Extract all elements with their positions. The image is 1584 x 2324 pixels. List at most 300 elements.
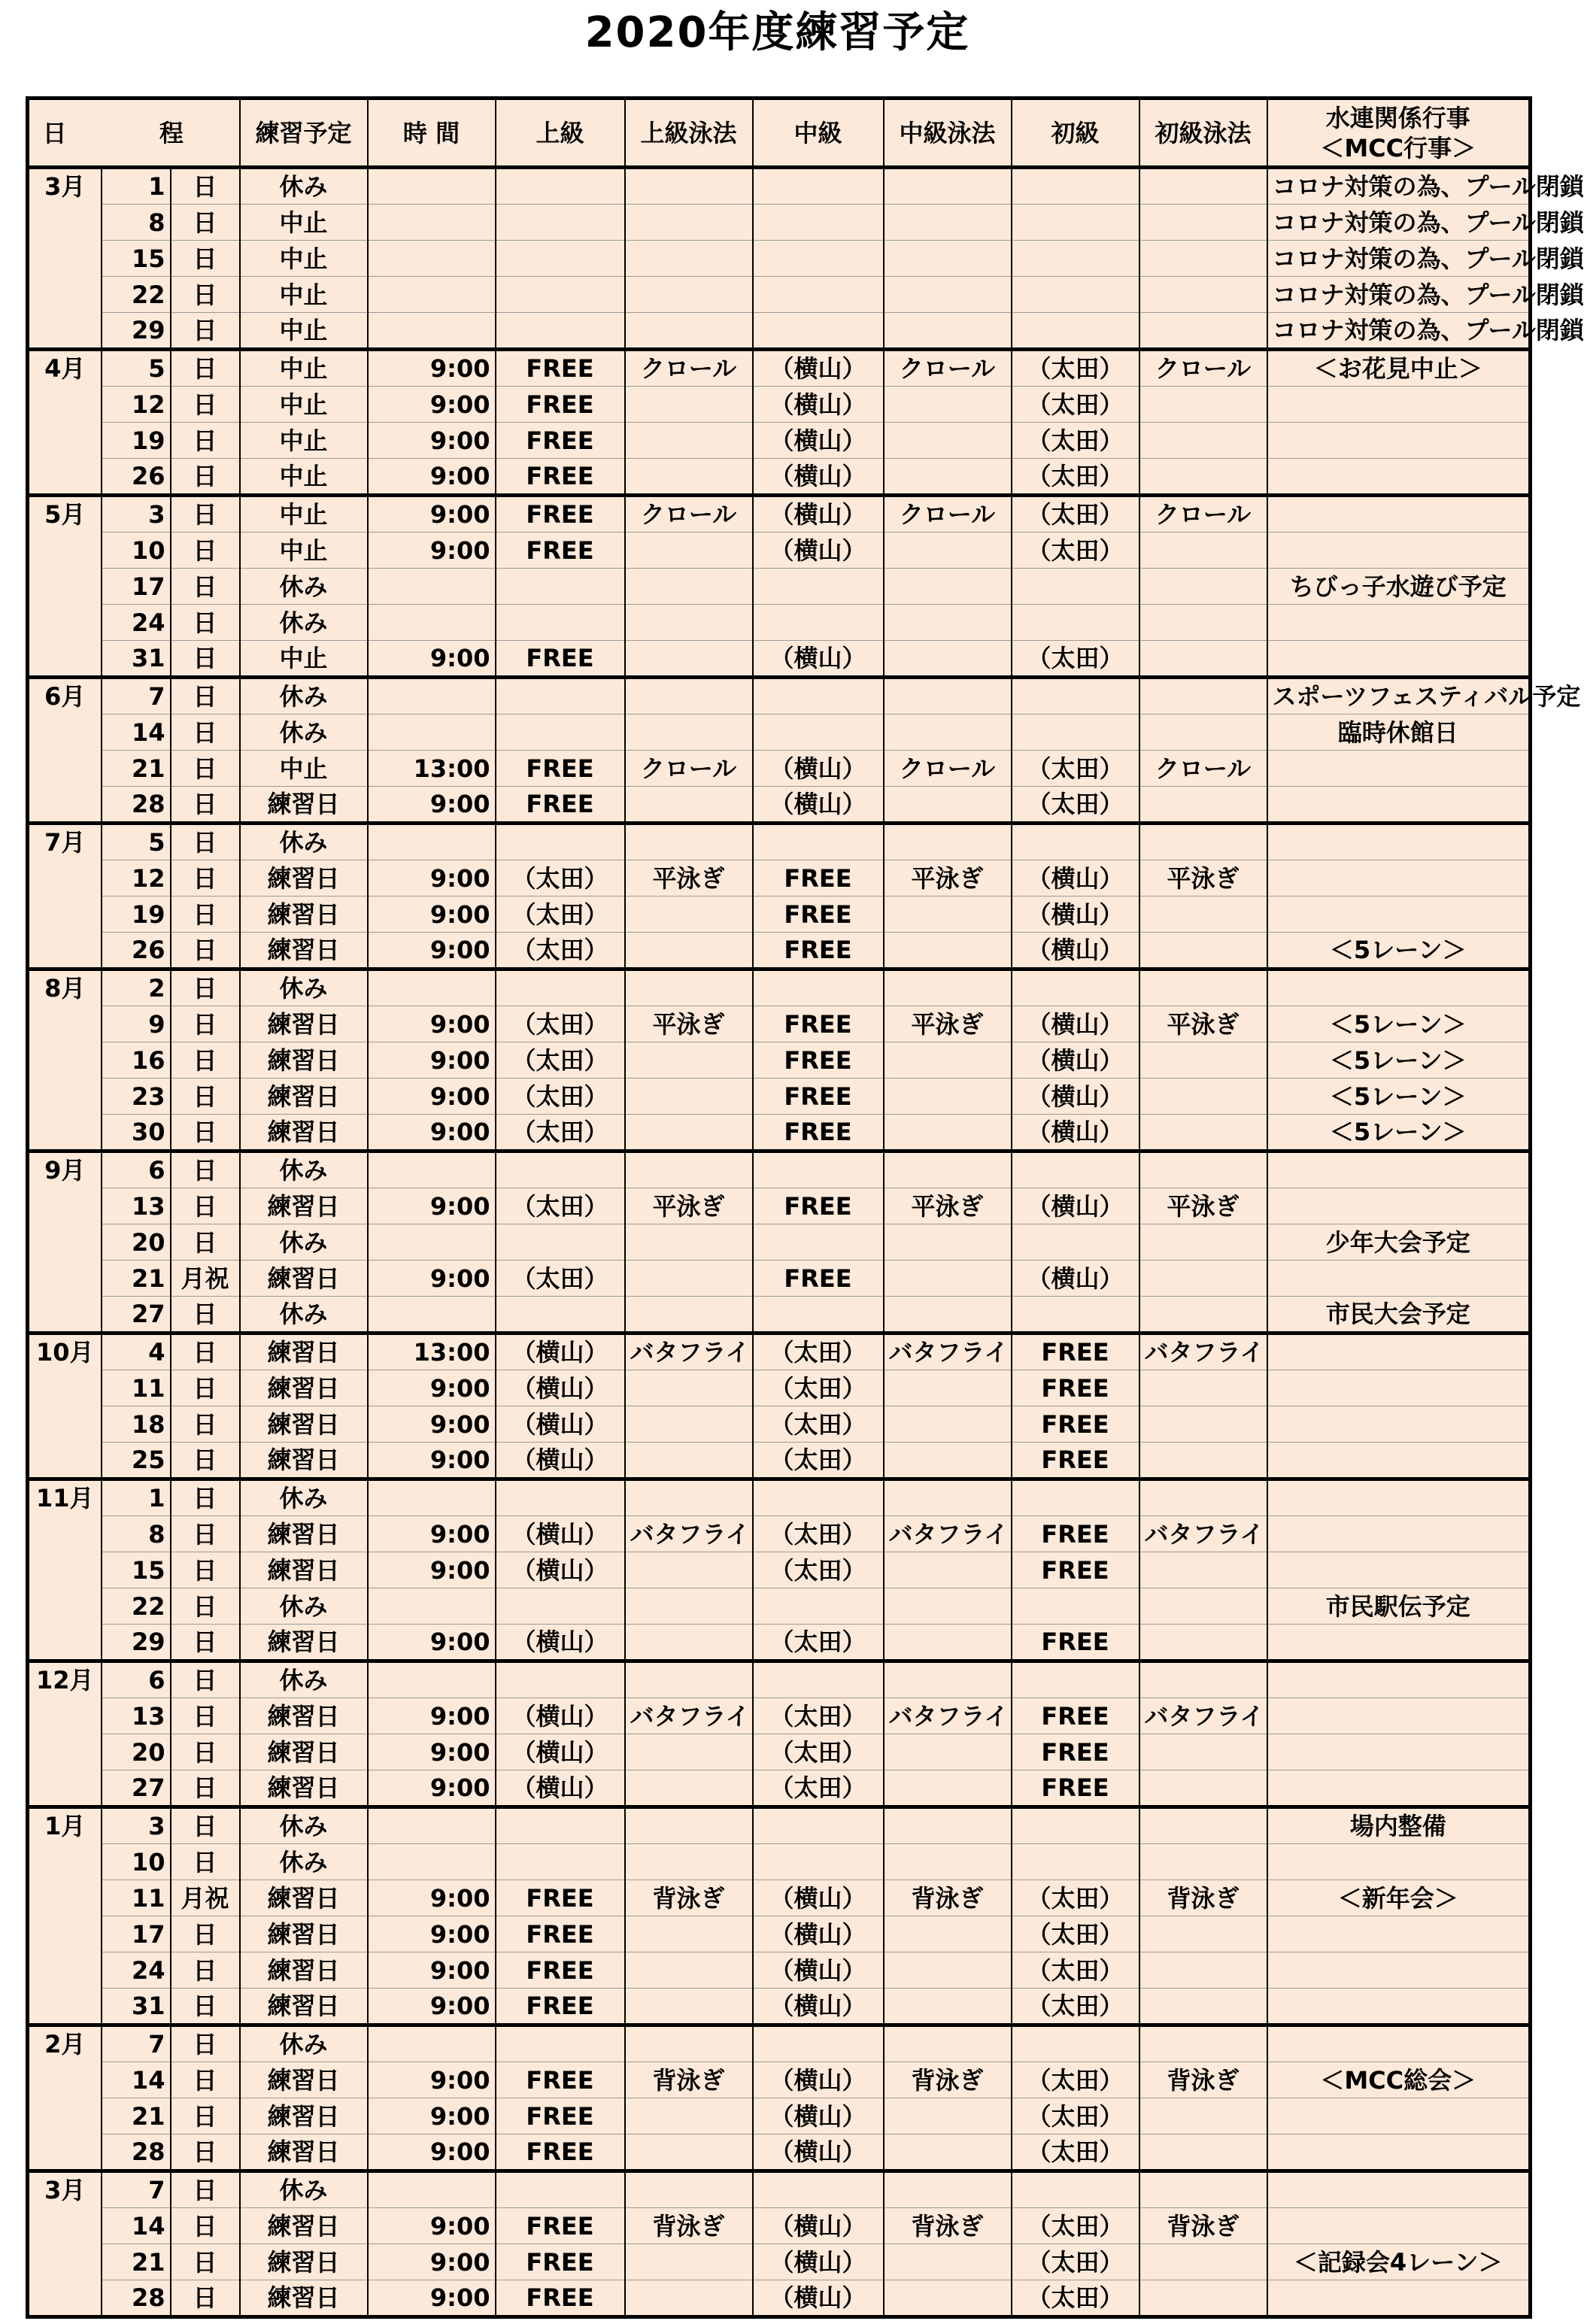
cell-beginner-stroke [1139,2244,1267,2280]
cell-beginner-stroke [1139,241,1267,277]
cell-time: 13:00 [368,1333,496,1370]
cell-beginner-stroke [1139,1224,1267,1261]
cell-weekday: 日 [171,1370,240,1406]
cell-day: 12 [102,860,171,897]
cell-plan: 中止 [240,496,368,532]
cell-advanced-stroke [625,2025,753,2062]
cell-beginner: （太田） [1012,459,1139,496]
cell-advanced-stroke: バタフライ [625,1333,753,1370]
cell-advanced: FREE [496,459,625,496]
cell-advanced: FREE [496,350,625,387]
cell-intermediate: FREE [753,1042,884,1079]
cell-event: スポーツフェスティバル予定 [1267,678,1531,714]
cell-weekday: 日 [171,2171,240,2208]
cell-intermediate-stroke [884,1734,1012,1770]
cell-advanced-stroke [625,678,753,714]
table-row [28,1151,1531,1188]
cell-weekday: 日 [171,532,240,569]
header-advanced-stroke: 上級泳法 [625,99,753,168]
table-row [28,1844,1531,1880]
cell-weekday: 日 [171,387,240,423]
cell-weekday: 日 [171,1443,240,1479]
cell-event [1267,1406,1531,1443]
cell-advanced-stroke [625,1734,753,1770]
cell-weekday: 日 [171,714,240,751]
cell-time: 9:00 [368,1552,496,1588]
cell-intermediate: （横山） [753,387,884,423]
cell-time [368,1844,496,1880]
cell-intermediate [753,2171,884,2208]
cell-intermediate [753,714,884,751]
cell-intermediate-stroke [884,678,1012,714]
table-row [28,969,1531,1006]
cell-beginner-stroke: 背泳ぎ [1139,1880,1267,1916]
cell-advanced-stroke [625,1370,753,1406]
cell-plan: 休み [240,168,368,205]
table-row [28,2062,1531,2098]
cell-time: 9:00 [368,1261,496,1297]
cell-weekday: 日 [171,1734,240,1770]
cell-advanced [496,1661,625,1698]
table-row [28,423,1531,459]
cell-beginner-stroke [1139,277,1267,313]
cell-beginner-stroke [1139,1297,1267,1333]
cell-intermediate-stroke: バタフライ [884,1698,1012,1734]
cell-intermediate [753,313,884,350]
cell-plan: 休み [240,1224,368,1261]
cell-advanced: （横山） [496,1516,625,1552]
cell-beginner: （太田） [1012,1989,1139,2025]
cell-plan: 練習日 [240,1880,368,1916]
table-row [28,2171,1531,2208]
cell-beginner-stroke [1139,605,1267,641]
cell-plan: 練習日 [240,1516,368,1552]
table-row [28,933,1531,969]
cell-intermediate: （太田） [753,1625,884,1661]
cell-weekday: 日 [171,1188,240,1224]
cell-advanced: （横山） [496,1698,625,1734]
cell-advanced [496,1151,625,1188]
cell-weekday: 日 [171,1151,240,1188]
cell-advanced-stroke: バタフライ [625,1698,753,1734]
cell-event [1267,1661,1531,1698]
cell-beginner [1012,824,1139,860]
cell-plan: 中止 [240,313,368,350]
cell-advanced-stroke [625,1952,753,1989]
cell-intermediate-stroke [884,1224,1012,1261]
cell-intermediate-stroke [884,1042,1012,1079]
cell-beginner [1012,569,1139,605]
cell-time: 9:00 [368,1770,496,1807]
table-row [28,2280,1531,2317]
cell-weekday: 日 [171,1770,240,1807]
table-row [28,1079,1531,1115]
cell-day: 11 [102,1370,171,1406]
cell-advanced: FREE [496,1880,625,1916]
cell-plan: 休み [240,1807,368,1844]
cell-beginner: FREE [1012,1734,1139,1770]
cell-intermediate-stroke [884,1479,1012,1516]
cell-beginner [1012,2025,1139,2062]
cell-weekday: 日 [171,641,240,678]
cell-weekday: 月祝 [171,1880,240,1916]
cell-beginner: （太田） [1012,1916,1139,1952]
cell-plan: 練習日 [240,1770,368,1807]
cell-day: 31 [102,641,171,678]
cell-day: 13 [102,1188,171,1224]
cell-intermediate: （太田） [753,1734,884,1770]
table-row [28,897,1531,933]
cell-advanced: FREE [496,2062,625,2098]
table-row [28,1224,1531,1261]
table-row [28,2134,1531,2171]
cell-plan: 練習日 [240,2134,368,2171]
cell-plan: 練習日 [240,1734,368,1770]
cell-intermediate-stroke [884,2098,1012,2134]
cell-intermediate [753,1151,884,1188]
cell-time: 9:00 [368,2244,496,2280]
cell-beginner: （太田） [1012,751,1139,787]
cell-intermediate-stroke: クロール [884,350,1012,387]
cell-beginner-stroke [1139,1552,1267,1588]
cell-weekday: 日 [171,1115,240,1151]
cell-day: 25 [102,1443,171,1479]
cell-beginner-stroke [1139,787,1267,824]
cell-beginner-stroke [1139,1370,1267,1406]
cell-beginner-stroke: 平泳ぎ [1139,1188,1267,1224]
cell-intermediate-stroke [884,933,1012,969]
cell-event: ＜5レーン＞ [1267,1115,1531,1151]
cell-advanced-stroke: バタフライ [625,1516,753,1552]
cell-day: 8 [102,205,171,241]
table-row [28,168,1531,205]
cell-day: 22 [102,1588,171,1625]
cell-event [1267,1516,1531,1552]
cell-beginner-stroke [1139,1807,1267,1844]
cell-advanced-stroke [625,2171,753,2208]
cell-intermediate: （横山） [753,2280,884,2317]
month-cell: 5月 [28,496,102,678]
cell-intermediate-stroke [884,1625,1012,1661]
table-row [28,678,1531,714]
cell-beginner-stroke [1139,1661,1267,1698]
cell-event [1267,496,1531,532]
cell-advanced: （横山） [496,1370,625,1406]
cell-time [368,1479,496,1516]
cell-intermediate-stroke [884,241,1012,277]
cell-beginner: （横山） [1012,933,1139,969]
cell-advanced: （太田） [496,1079,625,1115]
month-cell: 12月 [28,1661,102,1807]
cell-advanced-stroke [625,1661,753,1698]
cell-event [1267,1552,1531,1588]
cell-advanced-stroke [625,1261,753,1297]
cell-plan: 休み [240,1588,368,1625]
table-row [28,1698,1531,1734]
cell-event [1267,787,1531,824]
cell-weekday: 日 [171,1479,240,1516]
cell-advanced: （太田） [496,1188,625,1224]
cell-event [1267,897,1531,933]
month-cell: 8月 [28,969,102,1151]
cell-weekday: 日 [171,897,240,933]
cell-weekday: 日 [171,1844,240,1880]
cell-beginner-stroke [1139,1588,1267,1625]
cell-intermediate [753,1844,884,1880]
cell-event [1267,2280,1531,2317]
cell-weekday: 日 [171,1916,240,1952]
cell-time: 9:00 [368,860,496,897]
table-row [28,1807,1531,1844]
cell-beginner [1012,1151,1139,1188]
cell-intermediate-stroke [884,168,1012,205]
cell-event [1267,1698,1531,1734]
cell-intermediate [753,168,884,205]
cell-advanced-stroke [625,824,753,860]
cell-beginner: （太田） [1012,787,1139,824]
cell-day: 20 [102,1734,171,1770]
cell-weekday: 日 [171,168,240,205]
cell-beginner: （太田） [1012,2062,1139,2098]
cell-advanced: （横山） [496,1552,625,1588]
cell-day: 22 [102,277,171,313]
cell-advanced-stroke: クロール [625,496,753,532]
cell-advanced: FREE [496,751,625,787]
cell-event: ＜MCC総会＞ [1267,2062,1531,2098]
cell-beginner [1012,1588,1139,1625]
month-cell: 7月 [28,824,102,969]
cell-plan: 休み [240,2025,368,2062]
cell-event: 市民大会予定 [1267,1297,1531,1333]
cell-day: 13 [102,1698,171,1734]
cell-plan: 練習日 [240,1261,368,1297]
month-cell: 6月 [28,678,102,824]
cell-advanced [496,205,625,241]
page-title: 2020年度練習予定 [584,8,970,57]
cell-plan: 中止 [240,350,368,387]
cell-event [1267,1261,1531,1297]
cell-intermediate-stroke [884,569,1012,605]
cell-advanced-stroke [625,2244,753,2280]
cell-advanced [496,1479,625,1516]
cell-beginner: FREE [1012,1698,1139,1734]
cell-beginner-stroke [1139,1989,1267,2025]
cell-intermediate-stroke [884,1661,1012,1698]
cell-plan: 練習日 [240,897,368,933]
cell-beginner-stroke [1139,1479,1267,1516]
cell-event [1267,1151,1531,1188]
cell-beginner: （太田） [1012,496,1139,532]
cell-weekday: 日 [171,2280,240,2317]
cell-advanced [496,605,625,641]
cell-time [368,241,496,277]
table-row [28,2208,1531,2244]
header-plan: 練習予定 [240,99,368,168]
cell-plan: 中止 [240,459,368,496]
table-row [28,350,1531,387]
cell-intermediate-stroke [884,1151,1012,1188]
cell-plan: 中止 [240,641,368,678]
cell-plan: 休み [240,678,368,714]
cell-plan: 練習日 [240,1333,368,1370]
cell-intermediate-stroke [884,1079,1012,1115]
cell-intermediate: FREE [753,1115,884,1151]
cell-plan: 練習日 [240,1952,368,1989]
table-row [28,1625,1531,1661]
cell-weekday: 日 [171,933,240,969]
cell-intermediate: （太田） [753,1443,884,1479]
cell-beginner-stroke [1139,2134,1267,2171]
cell-intermediate: FREE [753,933,884,969]
cell-advanced-stroke: 平泳ぎ [625,1188,753,1224]
cell-time: 9:00 [368,2134,496,2171]
cell-event [1267,2134,1531,2171]
cell-plan: 練習日 [240,860,368,897]
header-events [1267,99,1531,168]
cell-beginner: （太田） [1012,350,1139,387]
cell-advanced-stroke [625,459,753,496]
cell-intermediate: （太田） [753,1770,884,1807]
cell-time [368,1151,496,1188]
cell-time: 9:00 [368,1734,496,1770]
cell-intermediate-stroke [884,1844,1012,1880]
cell-advanced-stroke [625,1042,753,1079]
cell-intermediate [753,605,884,641]
cell-advanced: FREE [496,1952,625,1989]
cell-intermediate [753,1224,884,1261]
cell-beginner [1012,714,1139,751]
cell-time: 9:00 [368,933,496,969]
cell-day: 21 [102,1261,171,1297]
table-row [28,1188,1531,1224]
cell-advanced-stroke [625,2280,753,2317]
cell-advanced-stroke [625,205,753,241]
cell-time: 9:00 [368,1188,496,1224]
cell-intermediate: （横山） [753,1952,884,1989]
cell-intermediate: FREE [753,860,884,897]
table-row [28,1552,1531,1588]
cell-event [1267,1188,1531,1224]
cell-intermediate-stroke [884,532,1012,569]
cell-intermediate: FREE [753,1188,884,1224]
cell-event: コロナ対策の為、プール閉鎖 [1267,205,1531,241]
cell-weekday: 日 [171,2134,240,2171]
cell-advanced-stroke [625,569,753,605]
cell-event: ＜お花見中止＞ [1267,350,1531,387]
table-row [28,1333,1531,1370]
cell-day: 3 [102,496,171,532]
cell-intermediate-stroke [884,205,1012,241]
cell-beginner-stroke: 平泳ぎ [1139,1006,1267,1042]
cell-event [1267,423,1531,459]
cell-intermediate-stroke [884,459,1012,496]
cell-day: 23 [102,1079,171,1115]
cell-event: ちびっ子水遊び予定 [1267,569,1531,605]
cell-event [1267,641,1531,678]
cell-intermediate: FREE [753,1006,884,1042]
cell-intermediate-stroke: 背泳ぎ [884,2208,1012,2244]
cell-advanced: （太田） [496,1042,625,1079]
cell-day: 1 [102,1479,171,1516]
table-row [28,496,1531,532]
table-row [28,387,1531,423]
cell-intermediate: （横山） [753,2098,884,2134]
cell-event [1267,1370,1531,1406]
cell-intermediate-stroke [884,1261,1012,1297]
cell-intermediate-stroke [884,1989,1012,2025]
cell-day: 5 [102,350,171,387]
cell-intermediate-stroke [884,714,1012,751]
cell-time: 9:00 [368,1516,496,1552]
cell-advanced-stroke [625,1115,753,1151]
cell-beginner: （太田） [1012,2098,1139,2134]
table-row [28,824,1531,860]
cell-plan: 練習日 [240,2098,368,2134]
cell-plan: 練習日 [240,1006,368,1042]
table-row [28,714,1531,751]
cell-advanced [496,1588,625,1625]
cell-day: 21 [102,2244,171,2280]
cell-advanced-stroke [625,1406,753,1443]
cell-plan: 中止 [240,751,368,787]
header-advanced: 上級 [496,99,625,168]
table-row [28,605,1531,641]
cell-time: 9:00 [368,532,496,569]
cell-plan: 休み [240,714,368,751]
cell-intermediate-stroke [884,313,1012,350]
cell-beginner-stroke [1139,387,1267,423]
cell-advanced: FREE [496,1989,625,2025]
header-beginner: 初級 [1012,99,1139,168]
cell-weekday: 日 [171,1625,240,1661]
cell-beginner-stroke [1139,969,1267,1006]
cell-event: 場内整備 [1267,1807,1531,1844]
cell-beginner: （太田） [1012,2208,1139,2244]
cell-intermediate: （太田） [753,1698,884,1734]
cell-day: 18 [102,1406,171,1443]
cell-time: 9:00 [368,459,496,496]
cell-weekday: 日 [171,1552,240,1588]
cell-advanced: （太田） [496,860,625,897]
cell-time [368,1588,496,1625]
cell-beginner: （横山） [1012,1042,1139,1079]
cell-intermediate-stroke [884,423,1012,459]
cell-time [368,1807,496,1844]
cell-beginner [1012,1844,1139,1880]
cell-advanced-stroke: 背泳ぎ [625,2208,753,2244]
cell-plan: 練習日 [240,933,368,969]
cell-beginner-stroke: バタフライ [1139,1698,1267,1734]
cell-advanced-stroke [625,1151,753,1188]
cell-day: 10 [102,532,171,569]
cell-beginner-stroke [1139,1916,1267,1952]
cell-event [1267,969,1531,1006]
cell-advanced-stroke: 背泳ぎ [625,2062,753,2098]
cell-weekday: 日 [171,1006,240,1042]
header-time: 時 間 [368,99,496,168]
cell-time [368,2025,496,2062]
cell-intermediate [753,569,884,605]
cell-plan: 練習日 [240,2062,368,2098]
cell-event [1267,532,1531,569]
cell-advanced: FREE [496,1916,625,1952]
cell-beginner-stroke [1139,1151,1267,1188]
cell-plan: 休み [240,569,368,605]
cell-intermediate: （横山） [753,350,884,387]
cell-time: 9:00 [368,787,496,824]
cell-intermediate-stroke: 平泳ぎ [884,1006,1012,1042]
cell-day: 30 [102,1115,171,1151]
